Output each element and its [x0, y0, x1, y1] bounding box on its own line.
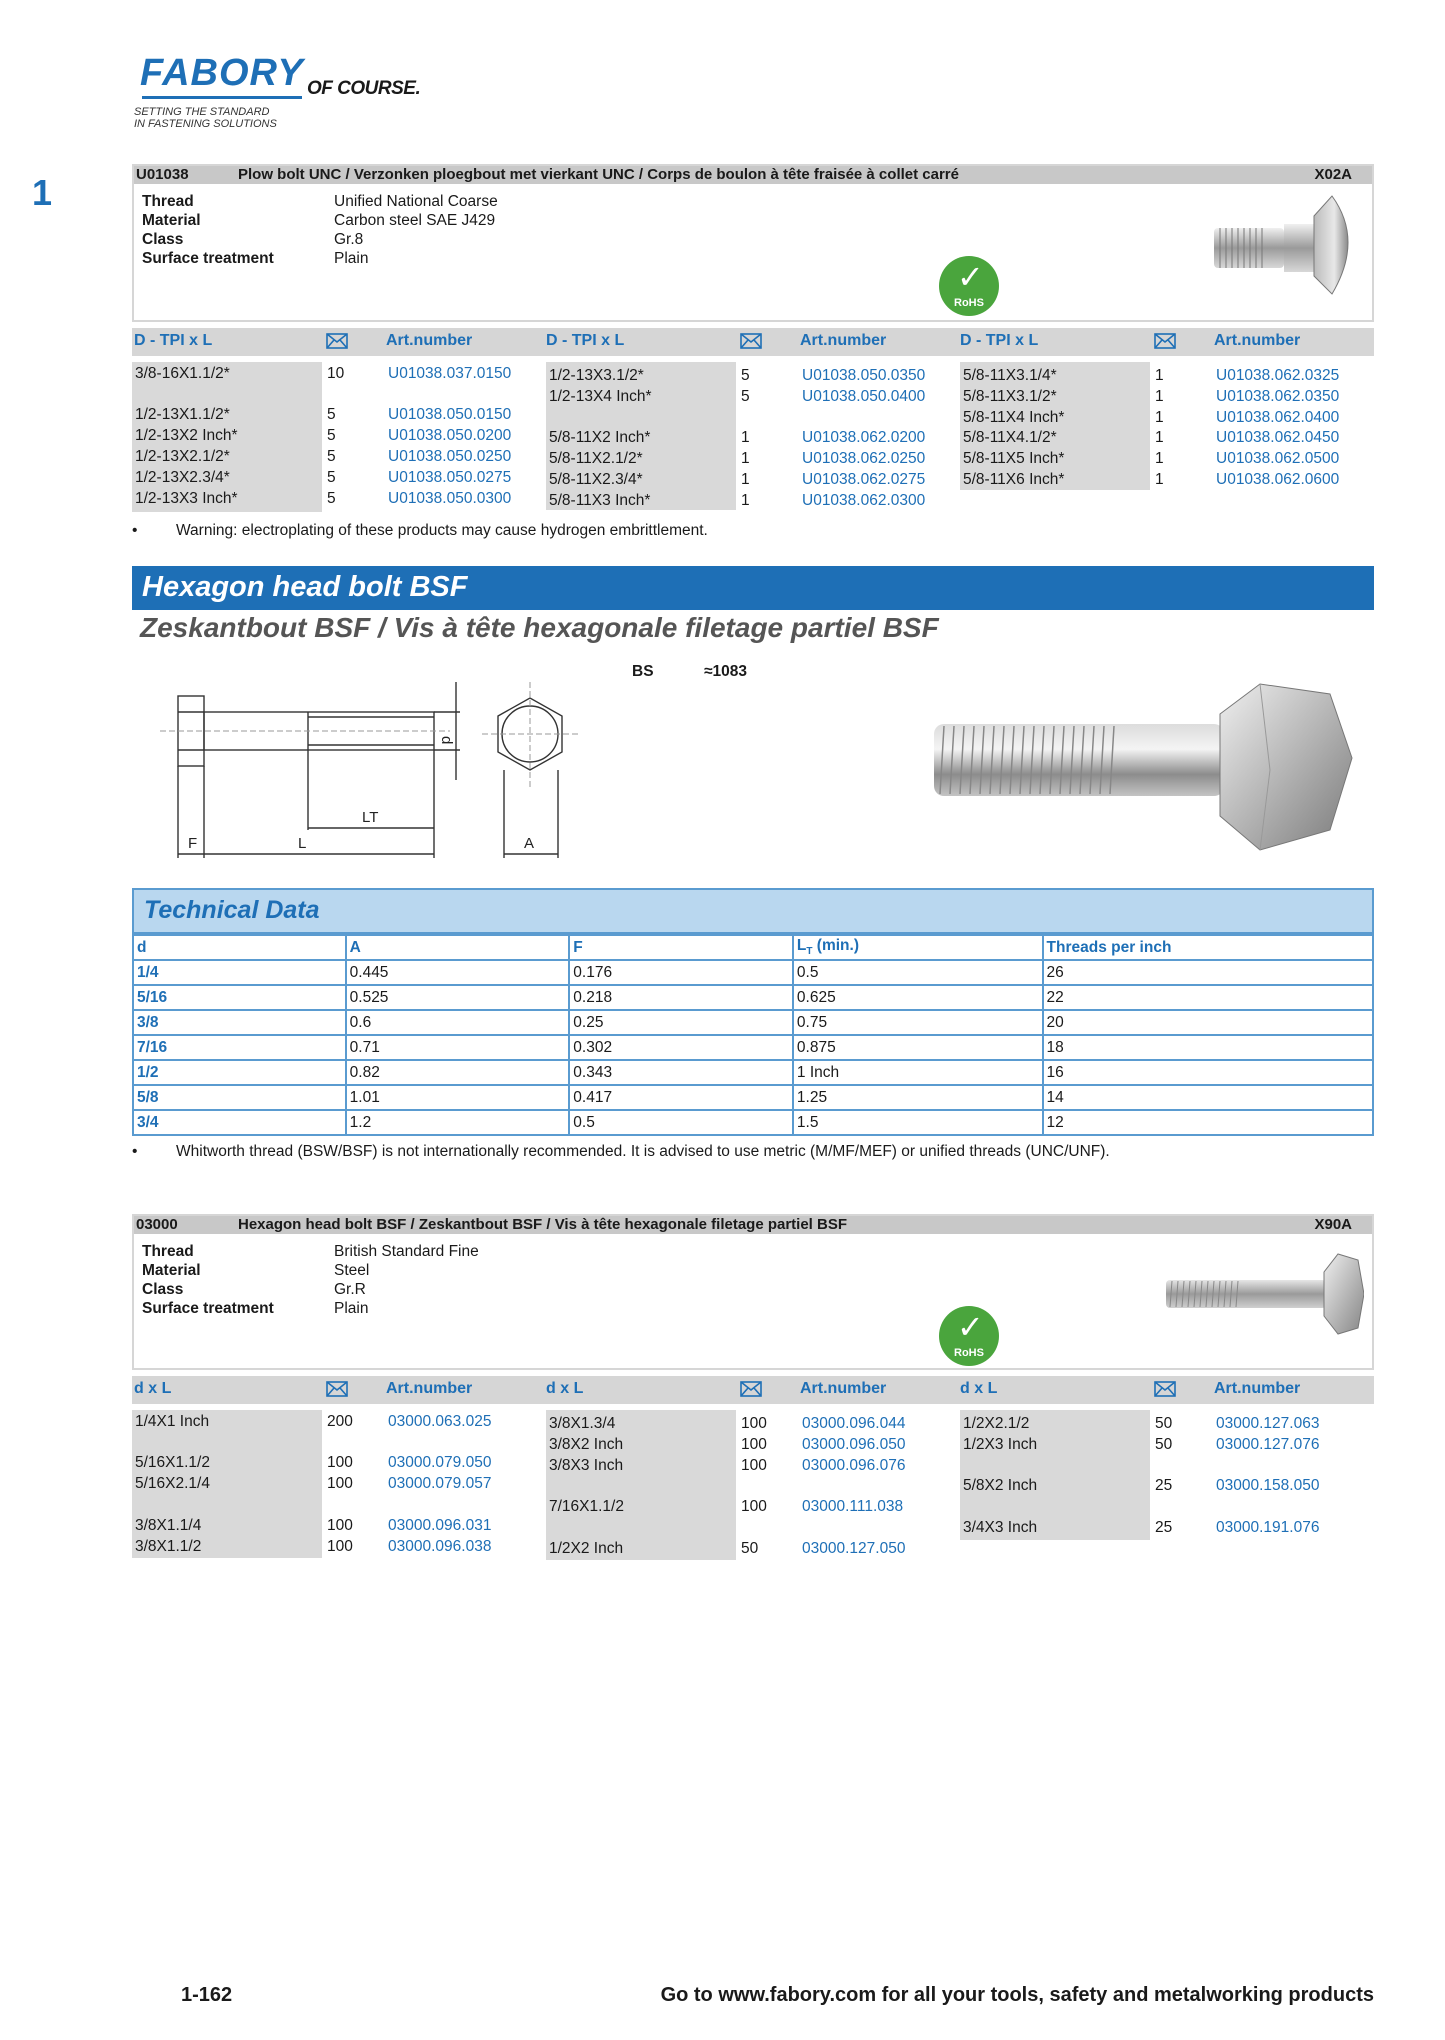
- size-cell: 5/8X2 Inch: [963, 1477, 1038, 1494]
- qty-cell: 100: [741, 1415, 767, 1432]
- qty-cell: 100: [327, 1454, 353, 1471]
- qty-cell: 1: [741, 492, 750, 509]
- table-cell: 0.75: [793, 1010, 1043, 1035]
- table-cell: 0.71: [346, 1035, 570, 1060]
- art-number-link[interactable]: 03000.127.050: [802, 1540, 906, 1557]
- product-2-header: [134, 1216, 1372, 1234]
- size-cell: 5/8-11X3.1/2*: [963, 388, 1057, 405]
- table-cell: 0.25: [569, 1010, 793, 1035]
- bolt-dimension-drawing: [130, 668, 590, 873]
- product-2-list-header: [132, 1376, 1374, 1404]
- size-cell: 3/8X1.1/2: [135, 1538, 202, 1555]
- art-number-link[interactable]: U01038.062.0400: [1216, 409, 1340, 426]
- table-row: [133, 1060, 1373, 1085]
- qty-cell: 1: [1155, 367, 1164, 384]
- art-number-link[interactable]: 03000.096.044: [802, 1415, 906, 1432]
- art-number-link[interactable]: 03000.079.057: [388, 1475, 492, 1492]
- table-cell: 0.445: [346, 960, 570, 985]
- col-header-lt: $L_T$ (min.): [793, 935, 1043, 960]
- size-cell: 5/8-11X2 Inch*: [549, 429, 651, 446]
- size-cell: 7/16X1.1/2: [549, 1498, 624, 1515]
- section-title: Hexagon head bolt BSF: [142, 571, 468, 603]
- rohs-label: RoHS: [954, 1347, 984, 1359]
- art-number-link[interactable]: 03000.191.076: [1216, 1519, 1320, 1536]
- size-cell: 5/8-11X3 Inch*: [549, 492, 651, 509]
- size-cell: 1/2X2.1/2: [963, 1415, 1030, 1432]
- art-number-link[interactable]: 03000.127.063: [1216, 1415, 1320, 1432]
- prop-value: Plain: [334, 1300, 369, 1317]
- size-cell: 5/8-11X6 Inch*: [963, 471, 1065, 488]
- page-number: 1-162: [181, 1984, 233, 2006]
- prop-label: Material: [142, 212, 201, 229]
- technical-data-title: Technical Data: [144, 896, 320, 924]
- prop-value: Unified National Coarse: [334, 193, 498, 210]
- qty-cell: 1: [1155, 450, 1164, 467]
- prop-value: Steel: [334, 1262, 370, 1279]
- qty-cell: 10: [327, 365, 345, 382]
- col-header-size: D - TPI x L: [960, 332, 1039, 349]
- size-cell: 5/8-11X2.3/4*: [549, 471, 643, 488]
- art-number-link[interactable]: U01038.062.0250: [802, 450, 926, 467]
- col-header-size: D - TPI x L: [546, 332, 625, 349]
- prop-value: British Standard Fine: [334, 1243, 479, 1260]
- qty-cell: 100: [327, 1538, 353, 1555]
- table-cell: 1/4: [133, 960, 346, 985]
- table-cell: 3/4: [133, 1110, 346, 1135]
- art-number-link[interactable]: 03000.127.076: [1216, 1436, 1320, 1453]
- size-cell: 1/2-13X1.1/2*: [135, 406, 230, 423]
- table-cell: 0.302: [569, 1035, 793, 1060]
- size-cell: 1/2-13X3 Inch*: [135, 490, 238, 507]
- table-cell: 0.5: [569, 1110, 793, 1135]
- table-cell: 1.5: [793, 1110, 1043, 1135]
- col-header-size: d x L: [960, 1380, 998, 1397]
- size-cell: 5/16X1.1/2: [135, 1454, 210, 1471]
- envelope-icon: [740, 1381, 762, 1397]
- hexagon-bolt-image: [920, 680, 1360, 860]
- qty-cell: 5: [327, 490, 336, 507]
- table-cell: 0.218: [569, 985, 793, 1010]
- table-row: [133, 960, 1373, 985]
- table-row: [133, 1035, 1373, 1060]
- rohs-badge-icon: ✓ RoHS: [939, 1306, 999, 1366]
- art-number-link[interactable]: 03000.079.050: [388, 1454, 492, 1471]
- col-header-size: d x L: [546, 1380, 584, 1397]
- size-cell: 1/2-13X3.1/2*: [549, 367, 644, 384]
- qty-cell: 5: [327, 406, 336, 423]
- art-number-link[interactable]: 03000.096.038: [388, 1538, 492, 1555]
- table-row: [133, 1110, 1373, 1135]
- hexagon-bolt-small-image: [1158, 1248, 1364, 1338]
- table-cell: 0.5: [793, 960, 1043, 985]
- envelope-icon: [1154, 1381, 1176, 1397]
- art-number-link[interactable]: U01038.050.0275: [388, 469, 512, 486]
- table-cell: 1.25: [793, 1085, 1043, 1110]
- size-cell: 1/2-13X4 Inch*: [549, 388, 652, 405]
- size-cell: 5/8-11X3.1/4*: [963, 367, 1057, 384]
- table-cell: 1/2: [133, 1060, 346, 1085]
- table-cell: 5/16: [133, 985, 346, 1010]
- size-cell: 5/8-11X2.1/2*: [549, 450, 643, 467]
- product-2-code: 03000: [136, 1216, 178, 1233]
- product-2-title: Hexagon head bolt BSF / Zeskantbout BSF / Vis à tête hexagonale filetage partiel BSF: [238, 1216, 848, 1233]
- table-cell: 5/8: [133, 1085, 346, 1110]
- standard-label: BS: [632, 663, 654, 680]
- table-cell: 0.176: [569, 960, 793, 985]
- art-number-link[interactable]: U01038.062.0600: [1216, 471, 1340, 488]
- footer-link-text[interactable]: Go to www.fabory.com for all your tools, safety and metalworking products: [660, 1984, 1374, 2006]
- table-cell: 0.525: [346, 985, 570, 1010]
- col-header-art: Art.number: [1214, 332, 1301, 349]
- table-cell: 20: [1043, 1010, 1373, 1035]
- product-1-info-box: [132, 164, 1374, 322]
- qty-cell: 100: [741, 1457, 767, 1474]
- art-number-link[interactable]: U01038.050.0400: [802, 388, 926, 405]
- chapter-number: 1: [32, 172, 53, 213]
- art-number-link[interactable]: U01038.062.0200: [802, 429, 926, 446]
- product-2-info-box: [132, 1214, 1374, 1370]
- logo-tagline: [134, 106, 277, 130]
- table-cell: 14: [1043, 1085, 1373, 1110]
- qty-cell: 5: [327, 427, 336, 444]
- dim-d-label: d: [438, 736, 455, 745]
- logo-slogan: OF COURSE.: [307, 78, 421, 99]
- envelope-icon: [1154, 333, 1176, 349]
- table-cell: 0.343: [569, 1060, 793, 1085]
- art-number-link[interactable]: U01038.062.0300: [802, 492, 926, 509]
- size-cell: 5/16X2.1/4: [135, 1475, 210, 1492]
- art-number-link[interactable]: U01038.050.0250: [388, 448, 512, 465]
- col-header-size: D - TPI x L: [134, 332, 213, 349]
- table-cell: 12: [1043, 1110, 1373, 1135]
- envelope-icon: [326, 333, 348, 349]
- col-header-art: Art.number: [1214, 1380, 1301, 1397]
- qty-cell: 100: [327, 1475, 353, 1492]
- dim-lt-label: LT: [362, 809, 379, 826]
- qty-cell: 50: [1155, 1436, 1173, 1453]
- prop-label: Class: [142, 1281, 184, 1298]
- qty-cell: 5: [741, 388, 750, 405]
- qty-cell: 5: [327, 469, 336, 486]
- qty-cell: 1: [1155, 388, 1164, 405]
- prop-label: Class: [142, 231, 184, 248]
- size-cell: 5/8-11X4.1/2*: [963, 429, 1057, 446]
- table-cell: 0.625: [793, 985, 1043, 1010]
- table-cell: 16: [1043, 1060, 1373, 1085]
- qty-cell: 50: [741, 1540, 759, 1557]
- qty-cell: 5: [327, 448, 336, 465]
- size-cell: 1/2X2 Inch: [549, 1540, 624, 1557]
- prop-value: Gr.8: [334, 231, 364, 248]
- dim-l-label: L: [298, 835, 307, 852]
- table-cell: 1.2: [346, 1110, 570, 1135]
- qty-cell: 1: [1155, 471, 1164, 488]
- envelope-icon: [326, 1381, 348, 1397]
- table-cell: 26: [1043, 960, 1373, 985]
- envelope-icon: [740, 333, 762, 349]
- qty-cell: 1: [741, 450, 750, 467]
- size-cell: 3/4X3 Inch: [963, 1519, 1038, 1536]
- art-number-link[interactable]: U01038.062.0350: [1216, 388, 1340, 405]
- qty-cell: 1: [741, 471, 750, 488]
- qty-cell: 100: [741, 1436, 767, 1453]
- qty-cell: 50: [1155, 1415, 1173, 1432]
- art-number-link[interactable]: 03000.063.025: [388, 1413, 492, 1430]
- size-cell: 1/2-13X2.1/2*: [135, 448, 230, 465]
- qty-cell: 25: [1155, 1477, 1173, 1494]
- table-cell: 1.01: [346, 1085, 570, 1110]
- product-1-code: U01038: [136, 166, 189, 183]
- table-cell: 0.82: [346, 1060, 570, 1085]
- col-header-size: d x L: [134, 1380, 172, 1397]
- table-cell: 18: [1043, 1035, 1373, 1060]
- product-1-list-header: [132, 328, 1374, 356]
- qty-cell: 200: [327, 1413, 353, 1430]
- art-number-link[interactable]: 03000.111.038: [802, 1498, 904, 1515]
- logo-underline: [142, 96, 302, 99]
- prop-label: Thread: [142, 193, 194, 210]
- size-cell: 3/8X1.3/4: [549, 1415, 616, 1432]
- logo-tagline-1: SETTING THE STANDARD: [134, 106, 270, 118]
- technical-data-table: [132, 934, 1374, 1136]
- qty-cell: 100: [741, 1498, 767, 1515]
- product-1-title: Plow bolt UNC / Verzonken ploegbout met vierkant UNC / Corps de boulon à tête fraisée à collet carré: [238, 166, 959, 183]
- size-cell: 3/8X1.1/4: [135, 1517, 202, 1534]
- size-cell: 1/2X3 Inch: [963, 1436, 1038, 1453]
- qty-cell: 100: [327, 1517, 353, 1534]
- art-number-link[interactable]: 03000.096.031: [388, 1517, 492, 1534]
- table-cell: 1 Inch: [793, 1060, 1043, 1085]
- art-number-link[interactable]: U01038.062.0500: [1216, 450, 1340, 467]
- art-number-link[interactable]: U01038.050.0150: [388, 406, 512, 423]
- size-cell: 1/2-13X2.3/4*: [135, 469, 230, 486]
- art-number-link[interactable]: 03000.096.050: [802, 1436, 906, 1453]
- qty-cell: 1: [741, 429, 750, 446]
- col-header-art: Art.number: [386, 1380, 473, 1397]
- size-cell: 1/2-13X2 Inch*: [135, 427, 238, 444]
- table-cell: 7/16: [133, 1035, 346, 1060]
- col-header-a: A: [346, 935, 570, 960]
- prop-label: Surface treatment: [142, 250, 274, 267]
- table-cell: 0.417: [569, 1085, 793, 1110]
- table-cell: 0.6: [346, 1010, 570, 1035]
- col-header-d: d: [133, 935, 346, 960]
- qty-cell: 1: [1155, 429, 1164, 446]
- prop-value: Carbon steel SAE J429: [334, 212, 496, 229]
- prop-label: Material: [142, 1262, 201, 1279]
- art-number-link[interactable]: U01038.062.0450: [1216, 429, 1340, 446]
- art-number-link[interactable]: U01038.050.0350: [802, 367, 926, 384]
- art-number-link[interactable]: U01038.037.0150: [388, 365, 512, 382]
- warning-note-text: Warning: electroplating of these products may cause hydrogen embrittlement.: [176, 522, 708, 539]
- product-1-suffix: X02A: [1314, 166, 1352, 183]
- prop-value: Gr.R: [334, 1281, 366, 1298]
- art-number-link[interactable]: U01038.062.0325: [1216, 367, 1340, 384]
- qty-cell: 1: [1155, 409, 1164, 426]
- qty-cell: 25: [1155, 1519, 1173, 1536]
- size-cell: 5/8-11X4 Inch*: [963, 409, 1065, 426]
- art-number-link[interactable]: 03000.158.050: [1216, 1477, 1320, 1494]
- table-header-row: [133, 935, 1373, 960]
- art-number-link[interactable]: U01038.050.0300: [388, 490, 512, 507]
- col-header-art: Art.number: [800, 1380, 887, 1397]
- technical-data-header: [132, 888, 1374, 934]
- col-header-tpi: Threads per inch: [1043, 935, 1373, 960]
- plow-bolt-image: [1204, 190, 1364, 300]
- section-subtitle: Zeskantbout BSF / Vis à tête hexagonale filetage partiel BSF: [140, 612, 939, 643]
- product-2-suffix: X90A: [1314, 1216, 1352, 1233]
- dim-a-label: A: [524, 835, 535, 852]
- col-header-art: Art.number: [800, 332, 887, 349]
- dim-f-label: F: [188, 835, 198, 852]
- prop-value: Plain: [334, 250, 369, 267]
- logo-tagline-2: IN FASTENING SOLUTIONS: [134, 118, 277, 130]
- size-cell: 3/8X3 Inch: [549, 1457, 624, 1474]
- size-cell: 1/4X1 Inch: [135, 1413, 210, 1430]
- art-number-link[interactable]: 03000.096.076: [802, 1457, 906, 1474]
- table-cell: 22: [1043, 985, 1373, 1010]
- table-cell: 0.875: [793, 1035, 1043, 1060]
- art-number-link[interactable]: U01038.062.0275: [802, 471, 926, 488]
- logo-brand: FABORY: [140, 52, 304, 94]
- product-1-header: [134, 166, 1372, 184]
- col-header-art: Art.number: [386, 332, 473, 349]
- qty-cell: 5: [741, 367, 750, 384]
- size-cell: 3/8X2 Inch: [549, 1436, 624, 1453]
- art-number-link[interactable]: U01038.050.0200: [388, 427, 512, 444]
- table-cell: 3/8: [133, 1010, 346, 1035]
- table-row: [133, 1010, 1373, 1035]
- col-header-f: F: [569, 935, 793, 960]
- prop-label: Thread: [142, 1243, 194, 1260]
- whitworth-note-text: Whitworth thread (BSW/BSF) is not internationally recommended. It is advised to use metric (M/MF/MEF) or unified threads (UNC/UNF).: [176, 1143, 1110, 1160]
- rohs-badge-icon: ✓ RoHS: [939, 256, 999, 316]
- prop-label: Surface treatment: [142, 1300, 274, 1317]
- standard-value: ≈1083: [704, 663, 747, 680]
- section-banner: [132, 566, 1374, 610]
- rohs-label: RoHS: [954, 297, 984, 309]
- size-cell: 3/8-16X1.1/2*: [135, 365, 230, 382]
- table-row: [133, 1085, 1373, 1110]
- fabory-logo: [134, 52, 434, 132]
- size-cell: 5/8-11X5 Inch*: [963, 450, 1065, 467]
- table-row: [133, 985, 1373, 1010]
